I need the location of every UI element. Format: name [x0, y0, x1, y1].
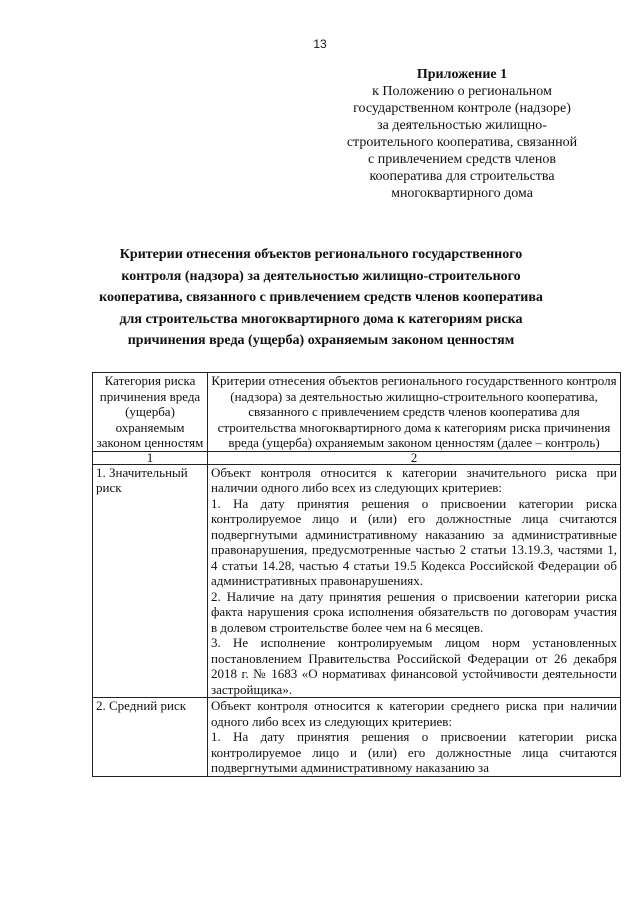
- row-criteria-significant: [208, 464, 621, 698]
- criteria-paragraph: 1. На дату принятия решения о присвоении категории риска контролируемое лицо и (или) его должностные лица считаются подвергнутыми административному наказанию за: [211, 729, 617, 775]
- row-category-significant: 1. Значительный риск: [93, 464, 208, 698]
- document-heading: [78, 244, 564, 352]
- heading-line: контроля (надзора) за деятельностью жилищно-строительного: [121, 268, 521, 284]
- appendix-title: Приложение 1: [416, 67, 508, 82]
- header-category-cell: Категория риска причинения вреда (ущерба) охраняемым законом ценностям: [93, 373, 208, 452]
- heading-line: для строительства многоквартирного дома к категориям риска: [119, 311, 523, 327]
- appendix-line: строительного кооператива, связанной: [346, 135, 578, 150]
- table-row: [93, 464, 621, 698]
- criteria-paragraph: 2. Наличие на дату принятия решения о присвоении категории риска факта нарушения срока исполнения обязательств по договорам участия в долевом строительстве более чем на 6 месяцев.: [211, 588, 617, 635]
- page-number: 13: [313, 37, 327, 51]
- column-number-row: [93, 451, 621, 464]
- header-criteria-cell: Критерии отнесения объектов регионального государственного контроля (надзора) за деятельностью жилищно-строительного кооператива, связанного с привлечением средств членов кооператива для строительства многоквартирного дома к категориям риска причинения вреда (ущерба) охраняемым законом ценностям (далее – контроль): [208, 373, 621, 452]
- heading-line: кооператива, связанного с привлечением средств членов кооператива: [99, 290, 543, 305]
- appendix-line: многоквартирного дома: [391, 186, 533, 201]
- column-number-2: 2: [208, 451, 621, 464]
- table-header-row: [93, 373, 621, 452]
- appendix-line: к Положению о региональном: [372, 84, 552, 99]
- appendix-line: государственном контроле (надзоре): [353, 101, 571, 116]
- appendix-block: [332, 66, 592, 202]
- row-category-medium: 2. Средний риск: [93, 698, 208, 777]
- table-row: [93, 698, 621, 777]
- criteria-paragraph: Объект контроля относится к категории среднего риска при наличии одного либо всех из следующих критериев:: [211, 698, 617, 729]
- heading-line: Критерии отнесения объектов регионального государственного: [119, 247, 523, 262]
- appendix-line: за деятельностью жилищно-: [377, 118, 547, 133]
- criteria-paragraph: 1. На дату принятия решения о присвоении категории риска контролируемое лицо и (или) его должностные лица считаются подвергнутыми административному наказанию за административные правонарушения, предусмотренные частью 2 статьи 13.19.3, частями 1, 4 статьи 14.28, частью 4 статьи 19.5 Кодекса Российской Федерации об административных правонарушениях.: [211, 495, 617, 588]
- row-criteria-medium: [208, 698, 621, 777]
- appendix-line: кооператива для строительства: [369, 169, 555, 184]
- criteria-paragraph: Объект контроля относится к категории значительного риска при наличии одного либо всех из следующих критериев:: [211, 464, 617, 495]
- column-number-1: 1: [93, 451, 208, 464]
- heading-line: причинения вреда (ущерба) охраняемым законом ценностям: [127, 333, 515, 348]
- criteria-paragraph: 3. Не исполнение контролируемым лицом норм установленных постановлением Правительства Российской Федерации от 26 декабря 2018 г. № 1683 «О нормативах финансовой устойчивости деятельности застройщика».: [211, 635, 617, 697]
- risk-criteria-table: [92, 372, 621, 777]
- appendix-line: с привлечением средств членов: [368, 152, 556, 167]
